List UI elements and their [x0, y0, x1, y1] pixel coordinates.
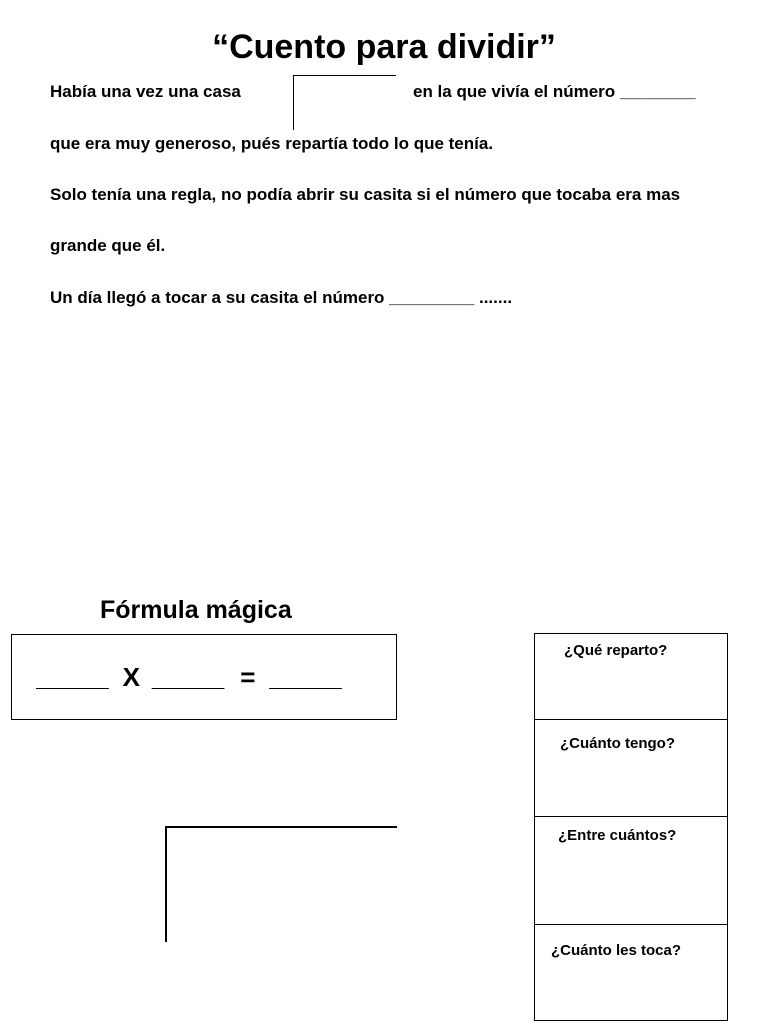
- formula-multiply-sign: X: [122, 661, 140, 692]
- step-cell: [535, 720, 727, 817]
- story-line-2: que era muy generoso, pués repartía todo lo que tenía.: [50, 134, 494, 153]
- step-cell: [535, 817, 727, 925]
- story-line-4: grande que él.: [50, 236, 166, 255]
- house-division-bracket: [293, 75, 396, 130]
- story-line-1-end: en la que vivía el número ________: [413, 82, 696, 101]
- steps-table: [534, 633, 728, 1021]
- step-question: ¿Qué reparto?: [564, 642, 668, 659]
- page-title: “Cuento para dividir”: [212, 28, 556, 66]
- step-question: ¿Entre cuántos?: [558, 827, 677, 844]
- step-cell: [535, 925, 727, 1021]
- formula-blank-3: _____: [269, 661, 342, 692]
- story-line-3: Solo tenía una regla, no podía abrir su casita si el número que tocaba era mas: [50, 185, 681, 204]
- formula-heading: Fórmula mágica: [100, 596, 292, 624]
- step-question: ¿Cuánto tengo?: [560, 735, 675, 752]
- story-line-5: Un día llegó a tocar a su casita el número _________ .......: [50, 288, 513, 307]
- formula-box: [11, 634, 397, 720]
- long-division-bracket: [165, 826, 397, 942]
- step-cell: [535, 634, 727, 720]
- formula-blank-2: _____: [151, 661, 225, 692]
- formula-equals-sign: =: [240, 661, 256, 692]
- story-line-1-start: Había una vez una casa: [50, 82, 241, 101]
- step-question: ¿Cuánto les toca?: [551, 942, 682, 959]
- formula-blank-1: _____: [36, 661, 109, 692]
